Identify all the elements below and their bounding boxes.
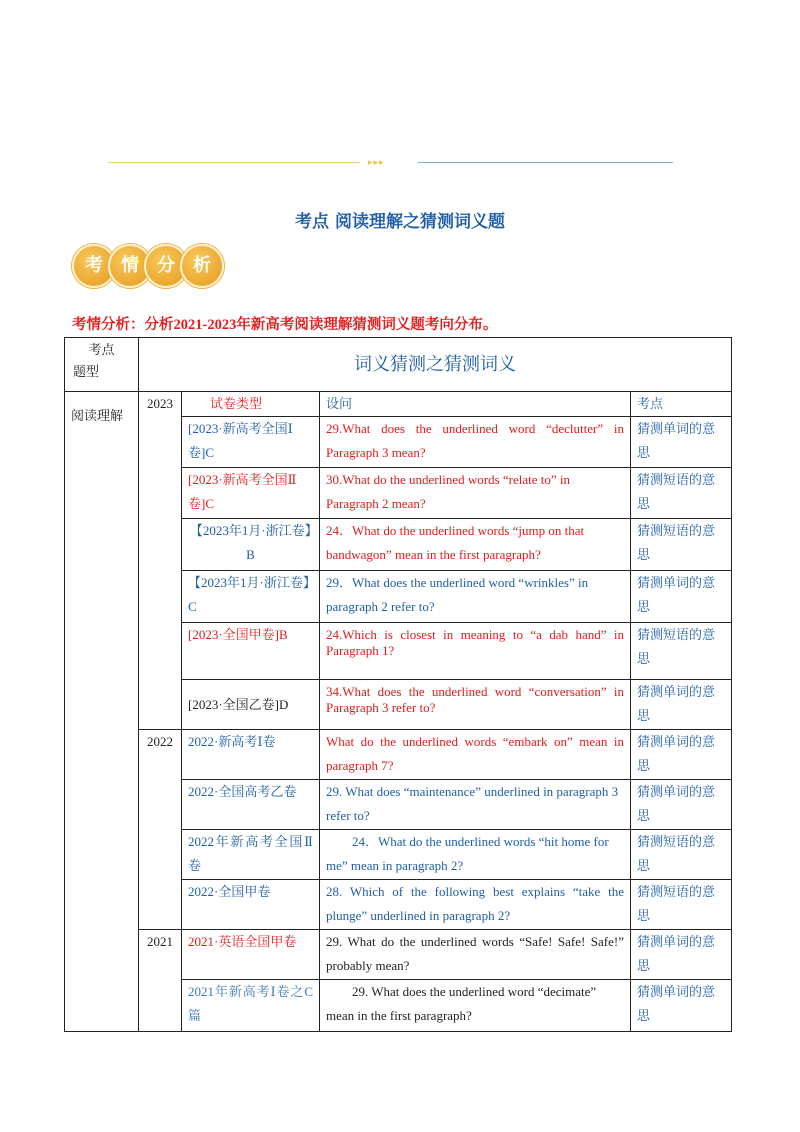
point-cell: 猜测短语的意思 [631,830,732,880]
section-badge [72,244,222,286]
paper-cell: 2022·全国甲卷 [182,880,320,930]
badge-char: 析 [180,244,224,288]
year-cell: 2022 [139,730,182,930]
point-cell: 猜测短语的意思 [631,623,732,680]
paper-cell: [2023·全国乙卷]D [182,680,320,730]
paper-cell: [2023·新高考全国Ⅱ卷]C [182,468,320,519]
year-cell: 2023 [139,392,182,730]
header-type-label-1: 考点 [88,342,115,357]
col-header-question: 设问 [320,392,631,417]
point-cell: 猜测单词的意思 [631,980,732,1032]
paper-cell: 【2023年1月·浙江卷】C [182,571,320,623]
point-cell: 猜测短语的意思 [631,880,732,930]
table-row [65,930,732,980]
col-header-paper: 试卷类型 [182,392,320,417]
point-cell: 猜测单词的意思 [631,730,732,780]
decoration-line-left [108,162,360,163]
paper-cell: 2022年新高考全国Ⅱ卷 [182,830,320,880]
col-header-point: 考点 [631,392,732,417]
decoration-line-right [418,162,673,163]
header-type-label-2: 题型 [73,364,100,379]
analysis-text: 考情分析：分析2021-2023年新高考阅读理解猜测词义题考向分布。 [72,317,498,333]
question-cell: 29. What do the underlined words “Safe! Safe! Safe!” probably mean? [320,930,631,980]
question-cell: 24．What do the underlined words “jump on that bandwagon” mean in the first paragraph? [320,519,631,571]
decoration-arrows: ▸▸▸ [368,157,385,167]
table-header-row [65,338,732,392]
type-cell: 阅读理解 [65,392,139,1032]
question-cell: 29. What does the underlined word “decimate” mean in the first paragraph? [320,980,631,1032]
paper-cell: 2022·新高考Ⅰ卷 [182,730,320,780]
point-cell: 猜测单词的意思 [631,930,732,980]
point-cell: 猜测单词的意思 [631,571,732,623]
question-cell: 24．What do the underlined words “hit home for me” mean in paragraph 2? [320,830,631,880]
paper-cell: 2021·英语全国甲卷 [182,930,320,980]
badge-char: 情 [108,244,152,288]
badge-char: 考 [72,244,116,288]
question-cell: 29．What does the underlined word “wrinkles” in paragraph 2 refer to? [320,571,631,623]
paper-cell: 【2023年1月·浙江卷】B [182,519,320,571]
paper-cell: 2021年新高考Ⅰ卷之C篇 [182,980,320,1032]
table-row [65,730,732,780]
question-cell: 24.Which is closest in meaning to “a dab hand” in Paragraph 1? [320,623,631,680]
year-cell: 2021 [139,930,182,1032]
question-cell: 30.What do the underlined words “relate to” in Paragraph 2 mean? [320,468,631,519]
header-main: 词义猜测之猜测词义 [139,338,732,392]
point-cell: 猜测短语的意思 [631,468,732,519]
question-cell: 28. Which of the following best explains “take the plunge” underlined in paragraph 2? [320,880,631,930]
point-cell: 猜测单词的意思 [631,780,732,830]
paper-cell: [2023·新高考全国Ⅰ卷]C [182,417,320,468]
paper-cell: [2023·全国甲卷]B [182,623,320,680]
table-row [65,392,732,417]
header-type-cell [65,338,139,392]
point-cell: 猜测短语的意思 [631,519,732,571]
question-cell: 34.What does the underlined word “conversation” in Paragraph 3 refer to? [320,680,631,730]
page-title: 考点 阅读理解之猜测词义题 [295,212,505,232]
question-cell: 29.What does the underlined word “declutter” in Paragraph 3 mean? [320,417,631,468]
point-cell: 猜测单词的意思 [631,417,732,468]
question-cell: What do the underlined words “embark on” mean in paragraph 7? [320,730,631,780]
point-cell: 猜测单词的意思 [631,680,732,730]
paper-cell: 2022·全国高考乙卷 [182,780,320,830]
exam-table [64,337,732,1032]
badge-char: 分 [144,244,188,288]
question-cell: 29. What does “maintenance” underlined in paragraph 3 refer to? [320,780,631,830]
